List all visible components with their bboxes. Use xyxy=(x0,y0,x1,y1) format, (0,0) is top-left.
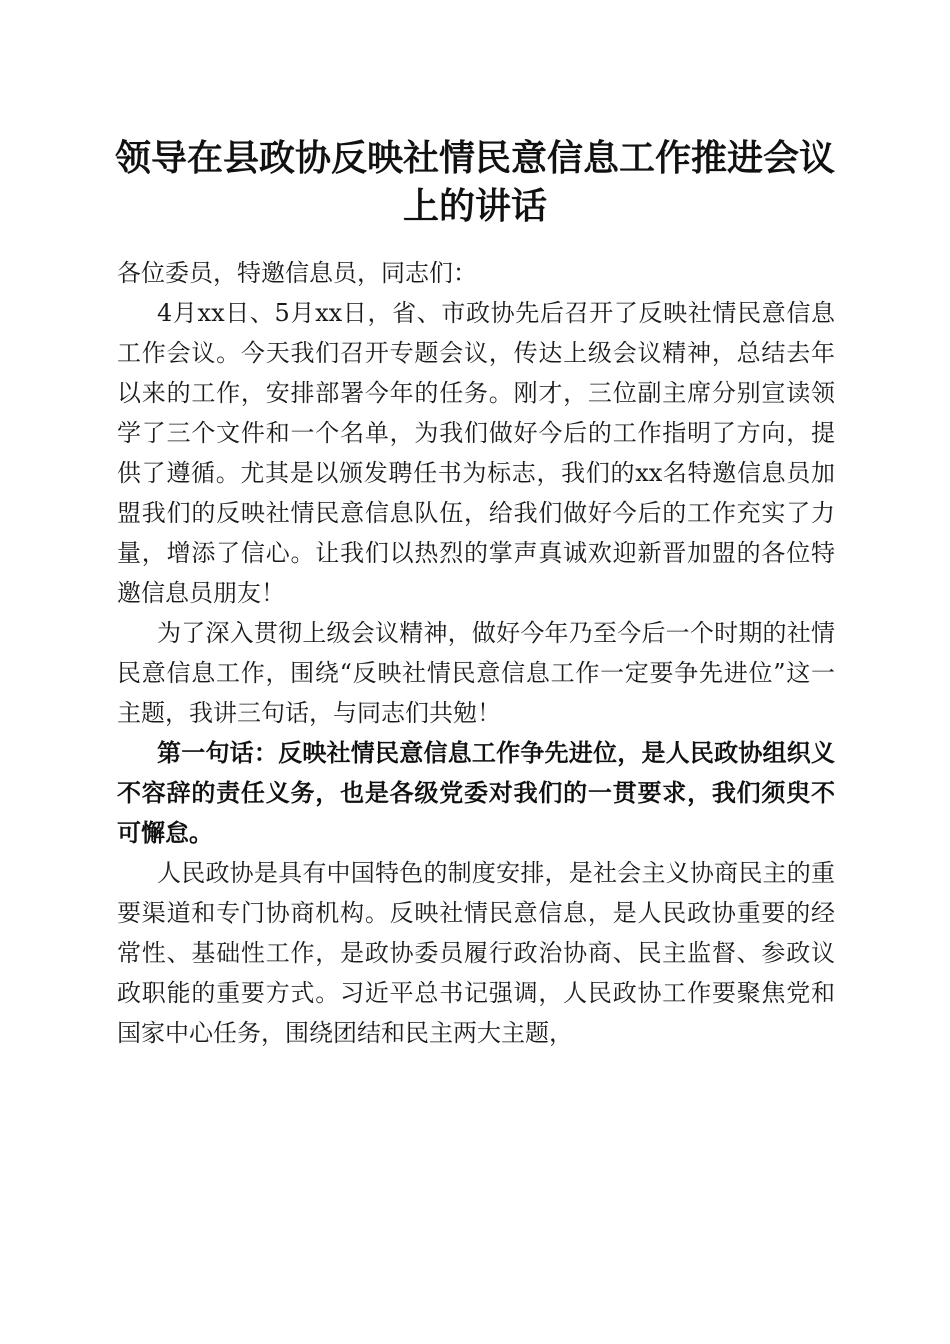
key-point-heading: 第一句话：反映社情民意信息工作争先进位，是人民政协组织义不容辞的责任义务，也是各级党委对我们的一贯要求，我们须臾不可懈怠。 xyxy=(117,738,835,847)
greeting: 各位委员，特邀信息员，同志们： xyxy=(117,259,477,287)
document-body xyxy=(117,253,835,1053)
document-title xyxy=(100,134,850,230)
paragraph-cppcc-role: 人民政协是具有中国特色的制度安排，是社会主义协商民主的重要渠道和专门协商机构。反映社情民意信息，是人民政协重要的经常性、基础性工作，是政协委员履行政治协商、民主监督、参政议政职能的重要方式。习近平总书记强调，人民政协工作要聚焦党和国家中心任务，围绕团结和民主两大主题， xyxy=(117,859,835,1047)
title-line-2: 上的讲话 xyxy=(402,185,547,227)
title-line-1: 领导在县政协反映社情民意信息工作推进会议 xyxy=(114,137,835,179)
paragraph-theme: 为了深入贯彻上级会议精神，做好今年乃至今后一个时期的社情民意信息工作，围绕“反映社情民意信息工作一定要争先进位”这一主题，我讲三句话，与同志们共勉！ xyxy=(117,619,835,727)
paragraph-intro: 4月xx日、5月xx日，省、市政协先后召开了反映社情民意信息工作会议。今天我们召开专题会议，传达上级会议精神，总结去年以来的工作，安排部署今年的任务。刚才，三位副主席分别宣读领学了三个文件和一个名单，为我们做好今后的工作指明了方向，提供了遵循。尤其是以颁发聘任书为标志，我们的xx名特邀信息员加盟我们的反映社情民意信息队伍，给我们做好今后的工作充实了力量，增添了信心。让我们以热烈的掌声真诚欢迎新晋加盟的各位特邀信息员朋友！ xyxy=(117,299,835,607)
